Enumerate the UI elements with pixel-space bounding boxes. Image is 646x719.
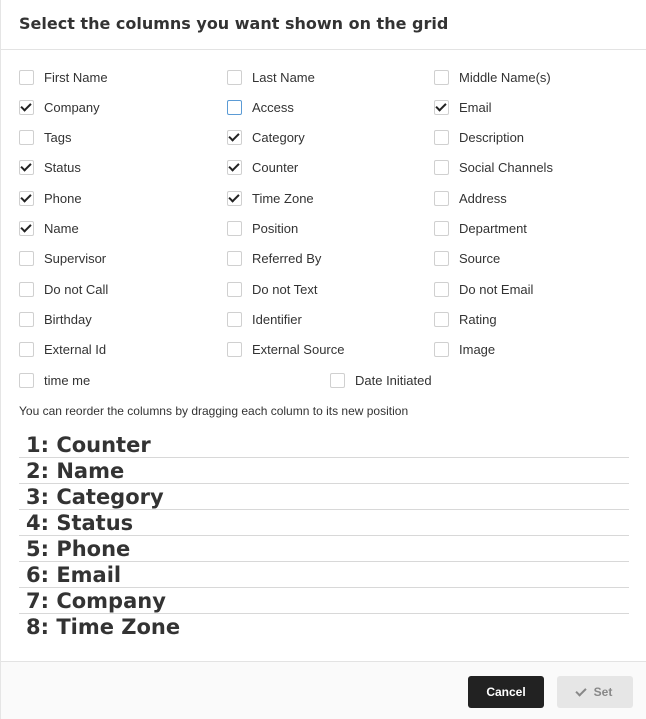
column-checkbox[interactable] bbox=[434, 312, 449, 327]
column-option-label: Department bbox=[459, 221, 527, 236]
column-option[interactable] bbox=[434, 246, 500, 272]
column-option-label: Source bbox=[459, 251, 501, 267]
column-checkbox[interactable] bbox=[227, 160, 242, 175]
column-option-label: External Id bbox=[44, 342, 107, 358]
column-option-label: time me bbox=[44, 372, 91, 388]
column-option[interactable] bbox=[19, 185, 82, 211]
column-option[interactable] bbox=[19, 367, 90, 393]
set-button-label: Set bbox=[593, 685, 613, 699]
column-option[interactable] bbox=[19, 125, 71, 151]
column-option[interactable] bbox=[19, 337, 106, 363]
column-checkbox[interactable] bbox=[227, 221, 242, 236]
column-option[interactable] bbox=[19, 155, 81, 181]
order-list-item[interactable]: 2: Name bbox=[19, 458, 629, 484]
column-checkbox[interactable] bbox=[434, 100, 449, 115]
column-checkbox[interactable] bbox=[19, 342, 34, 357]
order-list-item[interactable]: 4: Status bbox=[19, 510, 629, 536]
order-list-item[interactable]: 7: Company bbox=[19, 588, 629, 614]
column-option-label: Middle Name(s) bbox=[459, 69, 551, 85]
column-option-label: Image bbox=[459, 342, 496, 358]
column-option-label: Address bbox=[459, 190, 507, 206]
column-option[interactable] bbox=[434, 155, 553, 181]
column-option[interactable] bbox=[227, 246, 321, 272]
column-option[interactable] bbox=[227, 185, 314, 211]
column-option-label: Referred By bbox=[252, 251, 322, 267]
column-checkbox[interactable] bbox=[227, 282, 242, 297]
column-option[interactable] bbox=[227, 64, 315, 90]
column-option-label: Do not Email bbox=[459, 281, 534, 297]
column-checkbox[interactable] bbox=[227, 191, 242, 206]
column-option-label: Name bbox=[44, 221, 79, 236]
column-checkbox[interactable] bbox=[434, 282, 449, 297]
column-checkbox[interactable] bbox=[19, 160, 34, 175]
column-option-label: Do not Call bbox=[44, 281, 109, 297]
check-icon bbox=[575, 685, 586, 696]
column-option-label: Rating bbox=[459, 311, 497, 327]
column-option-label: Birthday bbox=[44, 311, 92, 327]
order-list-item[interactable]: 5: Phone bbox=[19, 536, 629, 562]
cancel-button[interactable] bbox=[468, 676, 544, 708]
column-option-label: Email bbox=[459, 99, 492, 115]
column-option-label: Phone bbox=[44, 190, 82, 206]
column-checkbox[interactable] bbox=[227, 312, 242, 327]
order-list-item[interactable]: 1: Counter bbox=[19, 432, 629, 458]
column-checkbox[interactable] bbox=[19, 282, 34, 297]
column-order-list bbox=[19, 432, 629, 640]
column-option-label: Category bbox=[252, 130, 305, 146]
column-option[interactable] bbox=[227, 216, 298, 242]
column-option-label: Do not Text bbox=[252, 281, 318, 297]
cancel-button-label: Cancel bbox=[486, 685, 526, 699]
column-option-label: Social Channels bbox=[459, 160, 553, 176]
column-option[interactable] bbox=[227, 306, 302, 332]
column-option[interactable] bbox=[227, 337, 345, 363]
column-option-label: Supervisor bbox=[44, 251, 107, 267]
column-checkbox[interactable] bbox=[434, 191, 449, 206]
column-option[interactable] bbox=[434, 276, 533, 302]
column-checkbox[interactable] bbox=[227, 130, 242, 145]
column-option[interactable] bbox=[227, 94, 294, 120]
column-checkbox[interactable] bbox=[227, 251, 242, 266]
column-checkbox[interactable] bbox=[434, 251, 449, 266]
column-option[interactable] bbox=[434, 337, 495, 363]
column-option[interactable] bbox=[434, 185, 507, 211]
column-checkbox[interactable] bbox=[434, 130, 449, 145]
column-option[interactable] bbox=[19, 276, 108, 302]
column-checkbox[interactable] bbox=[19, 100, 34, 115]
order-list-item[interactable]: 3: Category bbox=[19, 484, 629, 510]
set-button[interactable] bbox=[557, 676, 633, 708]
order-list-item[interactable]: 6: Email bbox=[19, 562, 629, 588]
column-checkbox[interactable] bbox=[19, 130, 34, 145]
order-list-item[interactable]: 8: Time Zone bbox=[26, 615, 181, 639]
dialog-title: Select the columns you want shown on the grid bbox=[19, 14, 449, 33]
column-checkbox[interactable] bbox=[19, 373, 34, 388]
column-option-label: Last Name bbox=[252, 69, 315, 85]
column-option-label: Tags bbox=[44, 130, 72, 146]
column-checkbox[interactable] bbox=[227, 70, 242, 85]
column-option[interactable] bbox=[227, 125, 305, 151]
column-checkbox[interactable] bbox=[19, 251, 34, 266]
column-option-label: Date Initiated bbox=[355, 372, 432, 388]
column-checkbox[interactable] bbox=[434, 221, 449, 236]
column-option[interactable] bbox=[227, 276, 318, 302]
column-option[interactable] bbox=[434, 306, 497, 332]
column-option[interactable] bbox=[434, 94, 492, 120]
column-option[interactable] bbox=[19, 306, 92, 332]
column-option-label: First Name bbox=[44, 69, 108, 85]
column-checkbox[interactable] bbox=[19, 191, 34, 206]
column-option-label: Identifier bbox=[252, 311, 302, 327]
column-option-label: Position bbox=[252, 221, 299, 236]
column-option[interactable] bbox=[434, 64, 551, 90]
column-option-label: External Source bbox=[252, 342, 345, 358]
column-option-label: Company bbox=[44, 99, 100, 115]
column-option[interactable] bbox=[330, 367, 432, 393]
column-option[interactable] bbox=[434, 125, 524, 151]
column-checkbox[interactable] bbox=[434, 70, 449, 85]
reorder-hint: You can reorder the columns by dragging each column to its new position bbox=[19, 404, 409, 418]
column-option[interactable] bbox=[227, 155, 298, 181]
column-checkbox[interactable] bbox=[330, 373, 345, 388]
dialog-header bbox=[1, 0, 646, 50]
column-option-label: Access bbox=[252, 99, 294, 115]
column-checkbox[interactable] bbox=[227, 342, 242, 357]
column-option-label: Time Zone bbox=[252, 190, 314, 206]
column-option-label: Status bbox=[44, 160, 81, 176]
column-option-label: Description bbox=[459, 130, 525, 146]
column-option[interactable] bbox=[19, 94, 100, 120]
column-option[interactable] bbox=[19, 246, 106, 272]
column-checkbox[interactable] bbox=[19, 221, 34, 236]
column-option[interactable] bbox=[434, 216, 527, 242]
column-checkbox[interactable] bbox=[434, 160, 449, 175]
column-checkbox[interactable] bbox=[434, 342, 449, 357]
column-checkbox[interactable] bbox=[19, 70, 34, 85]
column-option[interactable] bbox=[19, 64, 108, 90]
column-option-label: Counter bbox=[252, 160, 299, 176]
column-checkbox[interactable] bbox=[227, 100, 242, 115]
dialog-footer bbox=[1, 661, 646, 719]
column-checkbox[interactable] bbox=[19, 312, 34, 327]
column-option[interactable] bbox=[19, 216, 79, 242]
